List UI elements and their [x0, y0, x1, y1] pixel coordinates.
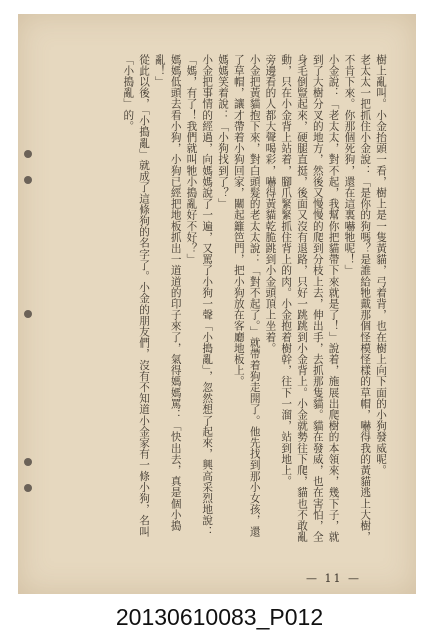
document-page	[18, 14, 416, 594]
body-text	[119, 54, 388, 544]
paragraph: 媽媽笑着說：「小狗找到了？」	[217, 54, 230, 210]
binding-hole-3	[24, 310, 32, 318]
binding-hole-5	[24, 484, 32, 492]
paragraph: 小金把黃貓抱下來，對白頭髮的老太太說：「對不起了。」就帶着狗走開了。他先找到那小女孩，還了草帽，讓才帶着小狗回家，關起籬笆門，把小狗放在客廳地板上。	[232, 54, 261, 538]
binding-hole-4	[24, 458, 32, 466]
paragraph: 媽媽低頭去看小狗，小狗已經把地板抓出一道道的印子來了，氣得媽媽罵：「快出去，真是個小搗亂！」	[153, 54, 182, 532]
page-number: — 11 —	[306, 572, 361, 585]
paragraph: 樹上亂叫。小金抬頭一看，樹上是一隻黃貓，弓着背，也在樹上向下面的小狗發威呢。	[375, 54, 387, 476]
paragraph: 小金說：「老太太，對不起，我幫你把貓帶下來就是了！」說着，施展出爬樹的本領來，幾下子，就到了大樹分叉的地方，然後又慢慢的爬到分枝上去，伸出手，去抓那隻貓。貓在發威，也在害怕，全身毛倒豎起來，硬腿直挺，後面又沒有退路，只好一跳跳到小金背上。小金就勢往下爬，貓也不敢亂動，只在小金背上站着，腳爪緊緊抓住背上的肉。小金抱着樹幹，往下一溜，站到地上。	[280, 54, 340, 543]
paragraph: 旁邊看的人都大聲喝彩，嚇得黃貓乾脆跳到小金頭頂上坐着。	[264, 54, 277, 354]
image-caption: 20130610083_P012	[115, 604, 324, 630]
paragraph: 從此以後，「小搗亂」就成了這條狗的名字了。小金的朋友們，沒有不知道小金家有一條小狗，名叫「小搗亂」的。	[122, 54, 151, 538]
paragraph: 老太太一把抓住小金說：「是你的狗嗎？是誰給牠戴那個怪模怪樣的草帽，嚇得我的黃貓逃上大樹，不肯下來。你那個死狗，還在這裏嚇牠呢！」	[343, 54, 372, 543]
paragraph: 小金把事情的經過，向媽媽說了一遍，又罵了小狗一聲「小搗亂」，忽然想了起來，興高采烈地說：「媽，有了！我們就叫牠小搗亂好不好？」	[185, 54, 214, 538]
binding-hole-2	[24, 176, 32, 184]
binding-hole-1	[24, 150, 32, 158]
